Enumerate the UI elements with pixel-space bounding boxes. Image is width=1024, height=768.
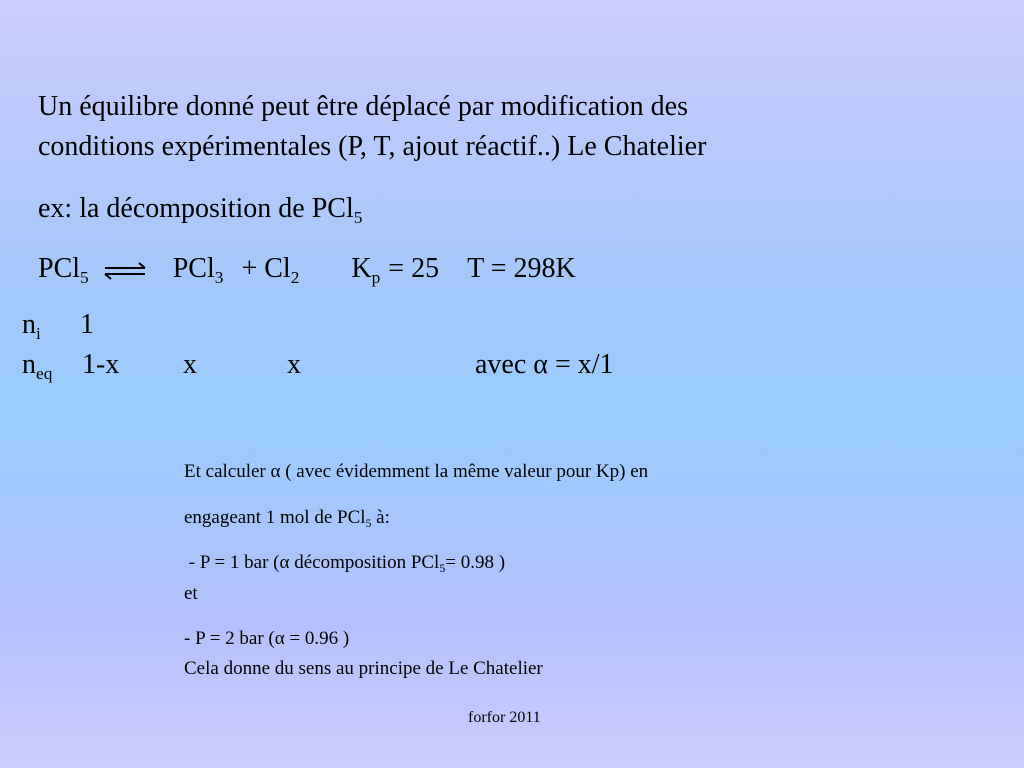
ni-value: 1	[80, 309, 94, 340]
ni-subscript: i	[36, 324, 41, 344]
product-1: PCl	[172, 253, 215, 284]
kp-label: K	[351, 253, 372, 284]
temperature: T = 298K	[467, 253, 576, 284]
conclusion: Cela donne du sens au principe de Le Chatelier	[184, 658, 543, 679]
case-1-subscript: 5	[439, 562, 446, 576]
product-1-subscript: 3	[214, 268, 224, 288]
question-line-2-end: à:	[371, 507, 390, 528]
example-text: ex: la décomposition de PCl	[38, 193, 354, 224]
example-subscript: 5	[353, 208, 363, 228]
question-line-2-text: engageant 1 mol de PCl	[184, 507, 366, 528]
product-2-subscript: 2	[290, 268, 300, 288]
intro-line-2: conditions expérimentales (P, T, ajout réactif..) Le Chatelier	[38, 131, 707, 162]
case-1-text: - P = 1 bar (α décomposition PCl	[184, 552, 440, 573]
footer-credit: forfor 2011	[468, 709, 541, 726]
neq-product-1: x	[183, 349, 197, 380]
ni-label	[22, 309, 41, 344]
example-line	[38, 193, 363, 228]
question-line-1: Et calculer α ( avec évidemment la même valeur pour Kp) en	[184, 461, 649, 482]
equilibrium-arrows-icon	[101, 262, 149, 280]
neq-reactant: 1-x	[82, 349, 120, 380]
kp-value: = 25	[388, 253, 440, 284]
reaction-equation	[38, 253, 576, 288]
question-line-2-subscript: 5	[365, 517, 372, 531]
case-1	[184, 552, 505, 574]
intro-line-1: Un équilibre donné peut être déplacé par modification des	[38, 91, 688, 122]
reactant-subscript: 5	[80, 268, 89, 288]
case-2: - P = 2 bar (α = 0.96 )	[184, 628, 350, 649]
case-1-value: = 0.98 )	[445, 552, 506, 573]
kp-subscript: p	[371, 268, 381, 288]
alpha-definition: avec α = x/1	[475, 349, 614, 380]
ni-letter: n	[22, 309, 36, 340]
reactant: PCl	[38, 253, 81, 284]
question-line-2	[184, 507, 390, 529]
neq-label	[22, 349, 53, 384]
product-2: + Cl	[241, 253, 291, 284]
neq-subscript: eq	[36, 364, 53, 384]
neq-product-2: x	[287, 349, 301, 380]
neq-letter: n	[22, 349, 36, 380]
et-connector: et	[184, 583, 198, 604]
